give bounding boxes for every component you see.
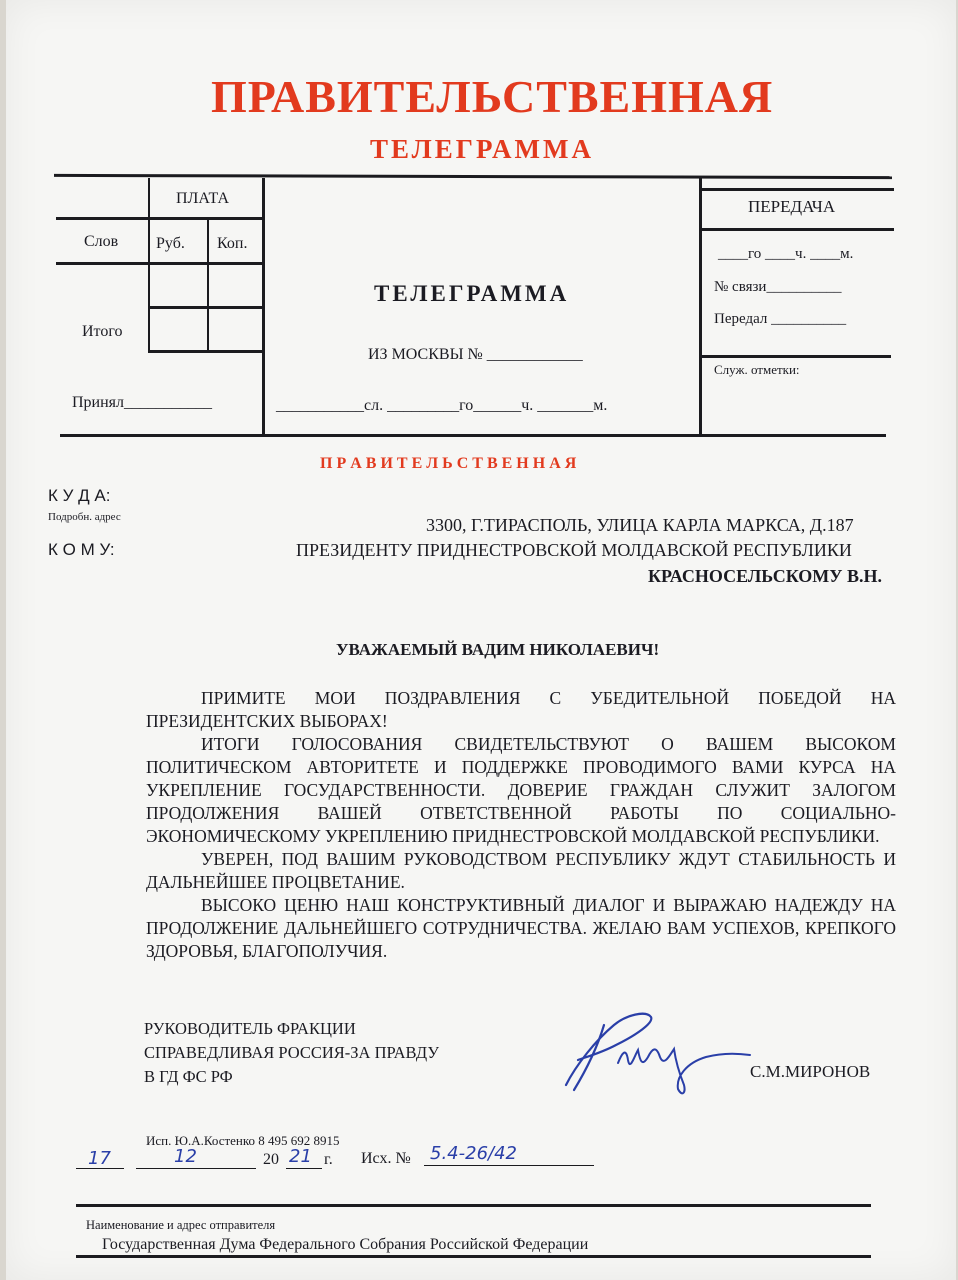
- form-right-divider: [699, 178, 702, 436]
- peredacha-top-line: [701, 188, 894, 191]
- form-top-line: [54, 174, 892, 179]
- svyazi-line[interactable]: № связи__________: [714, 279, 842, 295]
- date-year-handwritten[interactable]: 21: [289, 1146, 312, 1167]
- grid-row-1: [56, 217, 263, 220]
- grid-row-3: [148, 306, 263, 309]
- recipient-line-1: ПРЕЗИДЕНТУ ПРИДНЕСТРОВСКОЙ МОЛДАВСКОЙ РЕСПУБЛИКИ: [296, 540, 852, 560]
- kop-label: Коп.: [217, 235, 248, 252]
- sluzh-top-line: [701, 355, 891, 358]
- paragraph-2: ИТОГИ ГОЛОСОВАНИЯ СВИДЕТЕЛЬСТВУЮТ О ВАШЕМ ВЫСОКОМ ПОЛИТИЧЕСКОМ АВТОРИТЕТЕ И ПОДДЕРЖКЕ ПРОВОДИМОГО ВАМИ КУРСА НА УКРЕПЛЕНИЕ ГОСУДАРСТВЕННОСТИ. ДОВЕРИЕ ГРАЖДАН СЛУЖИТ ЗАЛОГОМ ПРОДОЛЖЕНИЯ ВАШЕЙ ОТВЕТСТВЕННОЙ РАБОТЫ ПО СОЦИАЛЬНО-ЭКОНОМИЧЕСКОМУ УКРЕПЛЕНИЮ ПРИДНЕСТРОВСКОЙ МОЛДАВСКОЙ РЕСПУБЛИКИ.: [146, 734, 896, 846]
- time-line[interactable]: ____го ____ч. ____м.: [718, 246, 854, 262]
- rub-label: Руб.: [156, 235, 185, 252]
- sluzh-label: Служ. отметки:: [714, 362, 800, 377]
- peredacha-bottom-line: [701, 228, 894, 231]
- letter-body: [146, 687, 896, 963]
- date-day-handwritten[interactable]: 17: [88, 1148, 111, 1169]
- executor-info: Исп. Ю.А.Костенко 8 495 692 8915: [146, 1133, 340, 1148]
- banner-bottom: П Р А В И Т Е Л Ь С Т В Е Н Н А Я: [320, 455, 577, 472]
- itogo-label: Итого: [82, 323, 123, 340]
- slov-label: Слов: [84, 233, 119, 250]
- date-year-prefix: 20: [263, 1151, 279, 1168]
- kuda-label: К У Д А:: [48, 486, 111, 505]
- outgoing-label: Исх. №: [361, 1150, 411, 1167]
- address-line: 3300, Г.ТИРАСПОЛЬ, УЛИЦА КАРЛА МАРКСА, Д.187: [426, 515, 854, 535]
- center-bottom-fields[interactable]: ___________сл. _________го______ч. _______м.: [276, 397, 608, 414]
- sender-name: Государственная Дума Федерального Собрания Российской Федерации: [102, 1236, 589, 1253]
- paragraph-1: ПРИМИТЕ МОИ ПОЗДРАВЛЕНИЯ С УБЕДИТЕЛЬНОЙ ПОБЕДОЙ НА ПРЕЗИДЕНТСКИХ ВЫБОРАХ!: [146, 688, 896, 731]
- date-month-handwritten[interactable]: 12: [174, 1146, 197, 1167]
- sender-bottom-line: [76, 1255, 871, 1258]
- telegram-sheet: [6, 0, 956, 1280]
- outgoing-number-handwritten[interactable]: 5.4-26/42: [430, 1143, 517, 1164]
- date-month-underline: [136, 1168, 256, 1169]
- sender-top-line: [76, 1204, 871, 1207]
- komu-label: К О М У:: [48, 540, 115, 559]
- paragraph-4: ВЫСОКО ЦЕНЮ НАШ КОНСТРУКТИВНЫЙ ДИАЛОГ И ВЫРАЖАЮ НАДЕЖДУ НА ПРОДОЛЖЕНИЕ ДАЛЬНЕЙШЕГО СОТРУДНИЧЕСТВА. ЖЕЛАЮ ВАМ УСПЕХОВ, КРЕПКОГО ЗДОРОВЬЯ, БЛАГОПОЛУЧИЯ.: [146, 895, 896, 961]
- signature-name: С.М.МИРОНОВ: [750, 1062, 871, 1081]
- paragraph-3: УВЕРЕН, ПОД ВАШИМ РУКОВОДСТВОМ РЕСПУБЛИКУ ЖДУТ СТАБИЛЬНОСТЬ И ДАЛЬНЕЙШЕЕ ПРОЦВЕТАНИЕ.: [146, 849, 896, 892]
- header-title-sub: ТЕЛЕГРАММА: [370, 134, 594, 164]
- grid-row-4: [148, 350, 263, 353]
- peredacha-label: ПЕРЕДАЧА: [748, 197, 836, 216]
- grid-col-kop: [207, 218, 209, 353]
- date-suffix: г.: [324, 1151, 333, 1168]
- recipient-line-2: КРАСНОСЕЛЬСКОМУ В.Н.: [648, 566, 883, 586]
- podrob-label: Подробн. адрес: [48, 511, 121, 523]
- sender-label: Наименование и адрес отправителя: [86, 1218, 276, 1232]
- outgoing-underline: [424, 1165, 594, 1166]
- signature-title-2: СПРАВЕДЛИВАЯ РОССИЯ-ЗА ПРАВДУ: [144, 1043, 440, 1062]
- plata-left-edge: [148, 178, 150, 353]
- prinyal-field[interactable]: Принял___________: [72, 394, 213, 411]
- plata-label: ПЛАТА: [176, 190, 230, 207]
- date-year-underline: [286, 1168, 322, 1169]
- salutation: УВАЖАЕМЫЙ ВАДИМ НИКОЛАЕВИЧ!: [336, 640, 660, 659]
- signature-title-3: В ГД ФС РФ: [144, 1067, 233, 1086]
- handwritten-signature: [556, 1005, 756, 1100]
- header-title-main: ПРАВИТЕЛЬСТВЕННАЯ: [211, 71, 774, 122]
- iz-moskvy-field[interactable]: ИЗ МОСКВЫ № ____________: [368, 346, 583, 363]
- center-telegram-title: ТЕЛЕГРАММА: [374, 281, 570, 306]
- peredal-line[interactable]: Передал __________: [714, 311, 847, 327]
- form-bottom-line: [60, 434, 886, 437]
- grid-row-2: [56, 262, 263, 265]
- signature-title-1: РУКОВОДИТЕЛЬ ФРАКЦИИ: [144, 1019, 356, 1038]
